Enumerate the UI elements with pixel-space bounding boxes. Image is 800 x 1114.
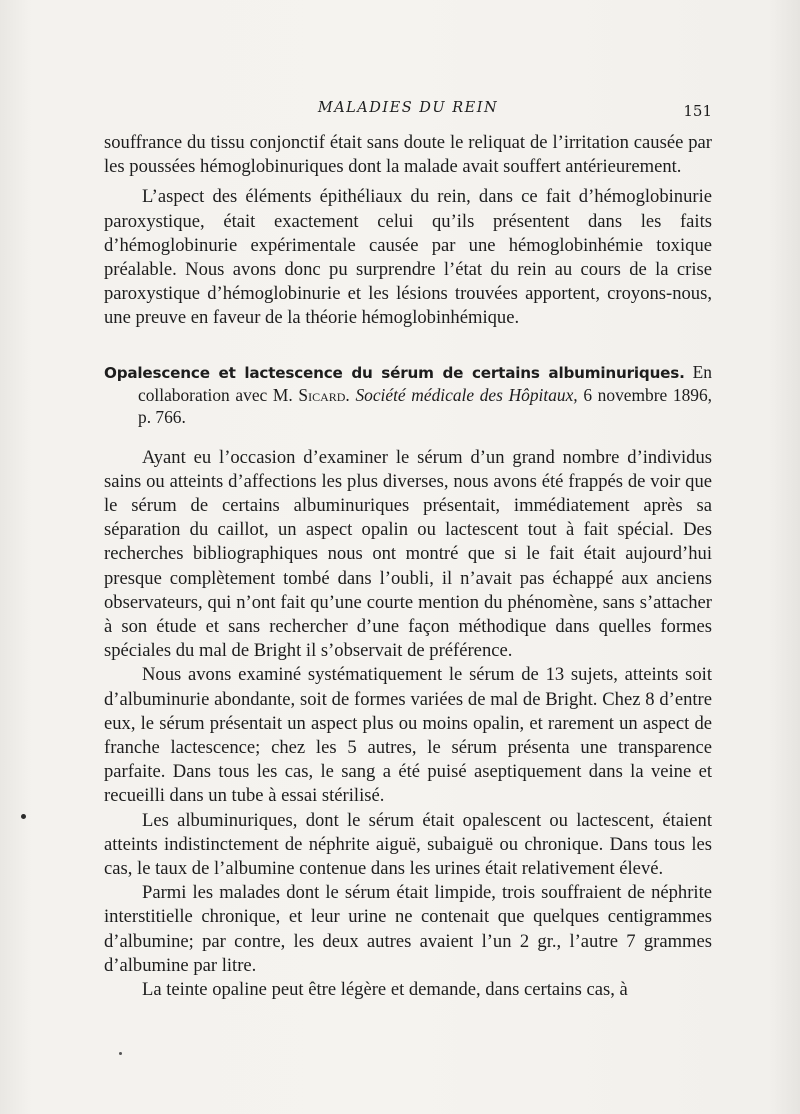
ink-speck <box>21 814 26 819</box>
paragraph: Les albuminuriques, dont le sérum était opalescent ou lactescent, étaient atteints indistinctement de néphrite aiguë, subaiguë ou chronique. Dans tous les cas, le taux de l’albumine contenue dans les urines était relativement élevé. <box>104 809 712 880</box>
paragraph: Ayant eu l’occasion d’examiner le sérum d’un grand nombre d’individus sains ou atteints d’affections les plus diverses, nous avons été frappés de voir que le sérum de certains albuminuriques présentait, immédiatement après sa séparation du caillot, un aspect opalin ou lactescent tout à fait spécial. Des recherches bibliographiques nous ont montré que si le fait était aujourd’hui presque complètement tombé dans l’oubli, il n’avait pas échappé aux anciens observateurs, qui n’ont fait qu’une courte mention du phénomène, sans s’attacher à son étude et sans rechercher d’une façon méthodique dans quelles formes spéciales du mal de Bright il s’observait de préférence. <box>104 446 712 662</box>
section-heading <box>104 361 712 428</box>
paragraph: Parmi les malades dont le sérum était limpide, trois souffraient de néphrite interstitielle chronique, et leur urine ne contenait que quelques centigrammes d’albumine; par contre, les deux autres avaient l’un 2 gr., l’autre 7 grammes d’albumine par litre. <box>104 882 712 976</box>
paragraph: L’aspect des éléments épithéliaux du rein, dans ce fait d’hémoglobinurie paroxystique, était exactement celui qu’ils présentent dans les faits d’hémoglobinurie expérimentale causée par une hémoglobinhémie toxique préalable. Nous avons donc pu surprendre l’état du rein au cours de la crise paroxystique d’hémoglobinurie et les lésions trouvées apportent, croyons-nous, une preuve en faveur de la théorie hémoglobinhémique. <box>104 186 712 329</box>
running-head: MALADIES DU REIN <box>317 100 499 116</box>
page-body <box>104 131 712 1002</box>
page-number: 151 <box>683 102 712 120</box>
collaboration-note: En collaboration avec M. <box>138 361 712 405</box>
paragraph: La teinte opaline peut être légère et demande, dans certains cas, à <box>142 979 628 1001</box>
journal-name: Société médicale des Hôpitaux, <box>355 384 578 405</box>
publication-date: 6 novembre 1896, p. 766. <box>138 384 713 427</box>
paragraph: Nous avons examiné systématiquement le sérum de 13 sujets, atteints soit d’albuminurie abondante, soit de formes variées de mal de Bright. Chez 8 d’entre eux, le sérum présentait un aspect plus ou moins opalin, et rarement un aspect de franche lactescence; chez les 5 autres, le sérum présenta une transparence parfaite. Dans tous les cas, le sang a été puisé aseptiquement dans la veine et recueilli dans un tube à essai stérilisé. <box>104 664 712 807</box>
ink-speck <box>119 1052 122 1055</box>
section-title: Opalescence et lactescence du sérum de certains albuminuriques. <box>104 363 685 382</box>
paragraph-continued: souffrance du tissu conjonctif était sans doute le reliquat de l’irritation causée par les poussées hémoglobinuriques dont la malade avait souffert antérieurement. <box>104 132 712 178</box>
page-header <box>104 96 712 120</box>
collaborator-name: Sicard. <box>298 384 350 405</box>
